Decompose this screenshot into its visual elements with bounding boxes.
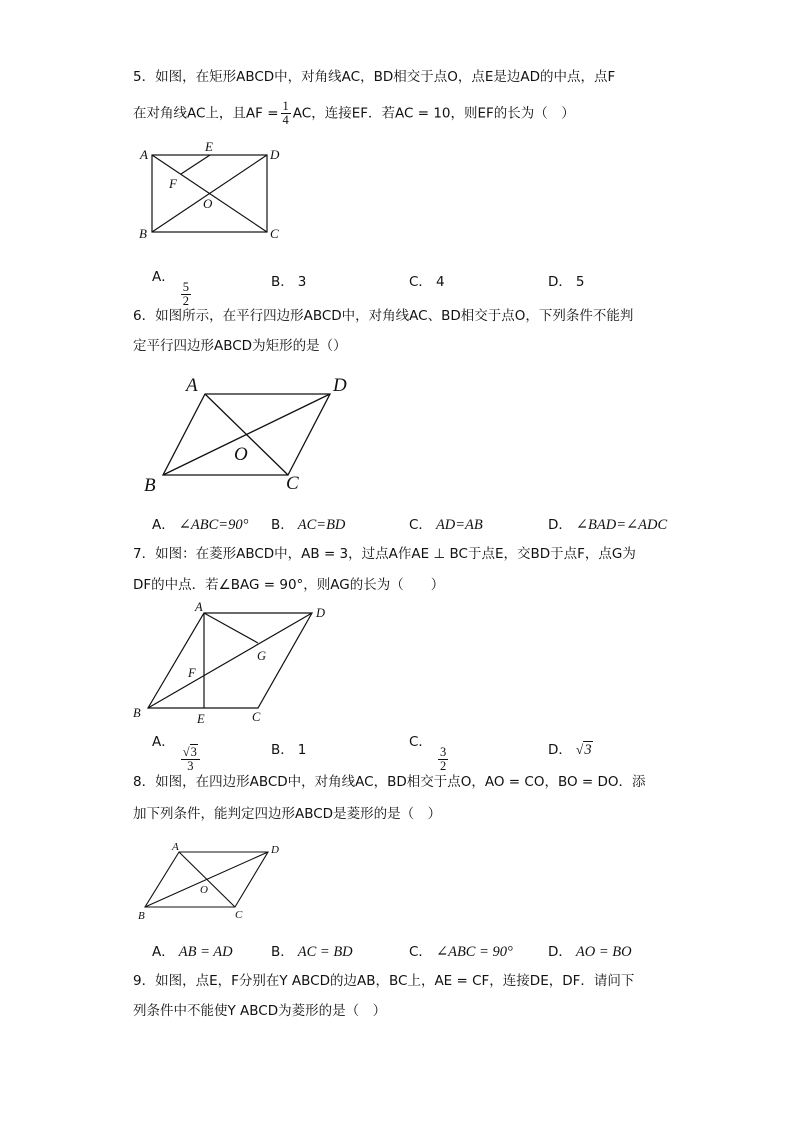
q5-option-b[interactable]: B． 3 [271,274,307,290]
q8-text-line2: 加下列条件，能判定四边形ABCD是菱形的是（ ） [133,806,442,822]
q8-label-D: D [271,844,279,856]
q6-label-A: A [186,375,198,396]
q5-text-line2-a: 在对角线AC上，且AF = [133,105,279,122]
q8-label-C: C [235,909,243,921]
q9-text-line2: 列条件中不能使Y ABCD为菱形的是（ ） [133,1003,387,1019]
q6-option-c[interactable]: C． AD=AB [409,517,483,533]
q8-text-line1: 8．如图，在四边形ABCD中，对角线AC，BD相交于点O，AO = CO，BO = DO．添 [133,774,646,790]
q8-option-d[interactable]: D． AO = BO [548,944,632,960]
q8-option-b[interactable]: B． AC = BD [271,944,353,960]
q8-option-a[interactable]: A． AB = AD [152,944,233,960]
q9-text-line1: 9．如图，点E，F分别在Y ABCD的边AB，BC上，AE = CF，连接DE，DF．请问下 [133,973,635,989]
q8-label-A: A [172,841,179,853]
q5-label-B: B [139,226,147,241]
q6-label-D: D [333,375,347,396]
q7-label-E: E [197,712,205,726]
q5-frac-num: 1 [282,99,289,113]
q5-label-O: O [203,196,213,211]
q6-text-line1: 6．如图所示，在平行四边形ABCD中，对角线AC、BD相交于点O，下列条件不能判 [133,308,634,324]
q5-text-line2-b: AC，连接EF．若AC = 10，则EF的长为（ ） [292,105,575,122]
q5-label-C: C [270,226,279,241]
q5-label-E: E [205,139,213,154]
q5-label-A: A [140,147,148,162]
q6-label-O: O [234,444,248,465]
q5-text-line1: 5．如图，在矩形ABCD中，对角线AC，BD相交于点O，点E是边AD的中点，点F [133,69,616,85]
q7-option-a[interactable]: A． $\frac{√3}{3}$ [152,730,202,773]
q7-option-d[interactable]: D． √3 [548,742,592,758]
q5-frac-den: 4 [282,113,289,127]
q7-option-b[interactable]: B． 1 [271,742,307,758]
q7-label-B: B [133,706,141,720]
q7-label-A: A [195,600,203,614]
q7-text-line2: DF的中点．若∠BAG = 90°，则AG的长为（ ） [133,577,445,593]
q6-option-b[interactable]: B． AC=BD [271,517,346,533]
q5-label-D: D [270,147,280,162]
q5-option-c[interactable]: C． 4 [409,274,445,290]
q8-options [152,940,672,960]
q6-text-line2: 定平行四边形ABCD为矩形的是（） [133,338,347,354]
q5-option-d[interactable]: D． 5 [548,274,585,290]
q6-label-C: C [286,473,299,494]
q5-option-a[interactable]: A． $\frac{5}{2}$ [152,269,189,308]
q7-label-F: F [188,666,196,680]
q8-label-O: O [200,884,208,896]
q7-label-D: D [316,606,326,620]
q6-label-B: B [144,475,156,496]
q5-label-F: F [169,176,177,191]
q6-option-a[interactable]: A． ∠ABC=90° [152,517,249,533]
q6-option-d[interactable]: D． ∠BAD=∠ADC [548,517,668,533]
q7-option-c[interactable]: C． $\frac{3}{2}$ [409,734,447,773]
q8-label-B: B [138,910,145,922]
q7-label-G: G [257,649,267,663]
q7-text-line1: 7．如图：在菱形ABCD中，AB = 3，过点A作AE ⊥ BC于点E，交BD于点F，点G为 [133,546,636,562]
q7-label-C: C [252,710,261,724]
q8-option-c[interactable]: C． ∠ABC = 90° [409,944,513,960]
